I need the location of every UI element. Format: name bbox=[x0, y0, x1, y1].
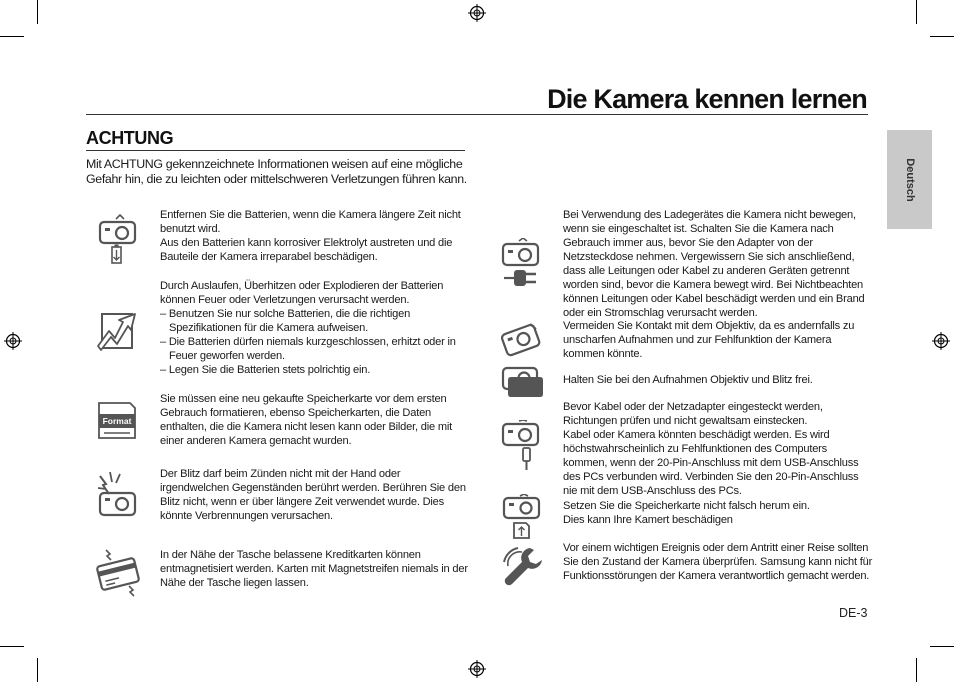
warning-text: Halten Sie bei den Aufnahmen Objektiv und Blitz frei. bbox=[563, 374, 813, 386]
warning-item bbox=[160, 467, 470, 523]
camera-cable-icon bbox=[500, 420, 542, 472]
warning-text: Sie müssen eine neu gekaufte Speicherkarte vor dem ersten Gebrauch formatieren, ebenso Speicherkarten, die Daten enthalten, die die Kamera nicht lesen kann oder Bilder, die mit einer anderen Kamera gemacht wurden. bbox=[160, 393, 453, 447]
camera-battery-icon bbox=[97, 214, 139, 266]
warning-item bbox=[160, 548, 470, 590]
warning-item bbox=[563, 400, 873, 498]
warning-text: Bevor Kabel oder der Netzadapter eingesteckt werden, Richtungen prüfen und nicht gewaltsam einstecken. bbox=[563, 401, 823, 427]
warning-bullet: – Die Batterien dürfen niemals kurzgeschlossen, erhitzt oder in Feuer geworfen werden. bbox=[160, 336, 456, 362]
warning-item bbox=[563, 541, 873, 583]
warning-text: Bei Verwendung des Ladegerätes die Kamera nicht bewegen, wenn sie eingeschaltet ist. Schalten Sie die Kamera nach Gebrauch immer aus, bevor Sie den Adapter von der Netzsteckdose nehmen. Vergewissern Sie sich anschließend, dass alle Leitungen oder Kabel zu anderen Geräten getrennt worden sind, bevor die Kamera bewegt wird. Bei Nichtbeachten können Leitungen oder Kabel beschädigt werden und ein Brand oder ein Stromschlag verursacht werden. bbox=[563, 209, 865, 319]
registration-mark-icon bbox=[4, 332, 22, 350]
warning-text: Kabel oder Kamera könnten beschädigt werden. Es wird höchstwahrscheinlich zu Fehlfunktionen des Computers kommen, wenn der 20-Pin-Anschluss mit dem USB-Anschluss des PCs verbunden wird. Verbinden Sie den 20-Pin-Anschluss nie mit dem USB-Anschluss des PCs. bbox=[563, 429, 859, 497]
lens-touch-icon bbox=[500, 320, 542, 360]
warning-bullet: – Benutzen Sie nur solche Batterien, die die richtigen Spezifikationen für die Kamera aufweisen. bbox=[160, 308, 411, 334]
crop-mark bbox=[0, 646, 24, 647]
credit-card-icon bbox=[96, 548, 142, 598]
warning-text: Aus den Batterien kann korrosiver Elektrolyt austreten und die Bauteile der Kamera irreparabel beschädigen. bbox=[160, 237, 453, 263]
crop-mark bbox=[930, 646, 954, 647]
flash-hand-icon bbox=[96, 470, 140, 520]
format-label: Format bbox=[102, 416, 132, 426]
warning-item bbox=[160, 279, 470, 377]
crop-mark bbox=[916, 0, 917, 24]
page-title: Die Kamera kennen lernen bbox=[547, 84, 867, 114]
warning-text: Setzen Sie die Speicherkarte nicht falsch herum ein. bbox=[563, 500, 810, 512]
warning-text: Vermeiden Sie Kontakt mit dem Objektiv, da es andernfalls zu unscharfen Aufnahmen und zur Fehlfunktion der Kamera kommen könnte. bbox=[563, 320, 855, 360]
crop-mark bbox=[37, 0, 38, 24]
format-card-icon bbox=[98, 402, 136, 439]
warning-text: Der Blitz darf beim Zünden nicht mit der Hand oder irgendwelchen Gegenständen berührt werden. Berühren Sie den Blitz nicht, wenn er über längere Zeit verwendet wurde. Dies könnte Verbrennungen verursachen. bbox=[160, 468, 466, 522]
registration-mark-icon bbox=[468, 4, 486, 22]
crop-mark bbox=[916, 658, 917, 682]
page-number: DE-3 bbox=[839, 606, 868, 620]
section-heading: ACHTUNG bbox=[86, 128, 174, 148]
wrench-icon bbox=[500, 544, 544, 588]
section-divider bbox=[86, 150, 465, 151]
warning-item bbox=[563, 373, 873, 387]
language-tab-label: Deutsch bbox=[903, 157, 916, 202]
registration-mark-icon bbox=[932, 332, 950, 350]
warning-item bbox=[160, 208, 470, 264]
crop-mark bbox=[0, 36, 24, 37]
warning-text: Entfernen Sie die Batterien, wenn die Kamera längere Zeit nicht benutzt wird. bbox=[160, 209, 461, 235]
warning-bullet: – Legen Sie die Batterien stets polrichtig ein. bbox=[160, 364, 371, 376]
warning-item bbox=[563, 208, 873, 320]
warning-text: Dies kann Ihre Kamert beschädigen bbox=[563, 514, 733, 526]
registration-mark-icon bbox=[468, 660, 486, 678]
camera-hand-icon bbox=[500, 364, 544, 398]
title-divider bbox=[86, 114, 868, 115]
warning-text: In der Nähe der Tasche belassene Kreditkarten können entmagnetisiert werden. Karten mit Magnetstreifen niemals in der Nähe der Tasche liegen lassen. bbox=[160, 549, 468, 589]
crop-mark bbox=[37, 658, 38, 682]
camera-plug-icon bbox=[500, 238, 542, 290]
warning-item bbox=[563, 499, 873, 527]
warning-text: Vor einem wichtigen Ereignis oder dem Antritt einer Reise sollten Sie den Zustand der Kamera überprüfen. Samsung kann nicht für Funktionsstörungen der Kamera verantwortlich gemacht werden. bbox=[563, 542, 873, 582]
intro-text: Mit ACHTUNG gekennzeichnete Informationen weisen auf eine mögliche Gefahr hin, die zu leichten oder mittelschweren Verletzungen führen kann. bbox=[86, 157, 467, 186]
broken-battery-icon bbox=[95, 308, 141, 354]
warning-item bbox=[160, 392, 470, 448]
warning-text: Durch Auslaufen, Überhitzen oder Explodieren der Batterien können Feuer oder Verletzungen verursacht werden. bbox=[160, 280, 444, 306]
camera-card-insert-icon bbox=[502, 494, 542, 540]
language-tab bbox=[887, 130, 932, 229]
crop-mark bbox=[930, 36, 954, 37]
warning-item bbox=[563, 319, 873, 361]
